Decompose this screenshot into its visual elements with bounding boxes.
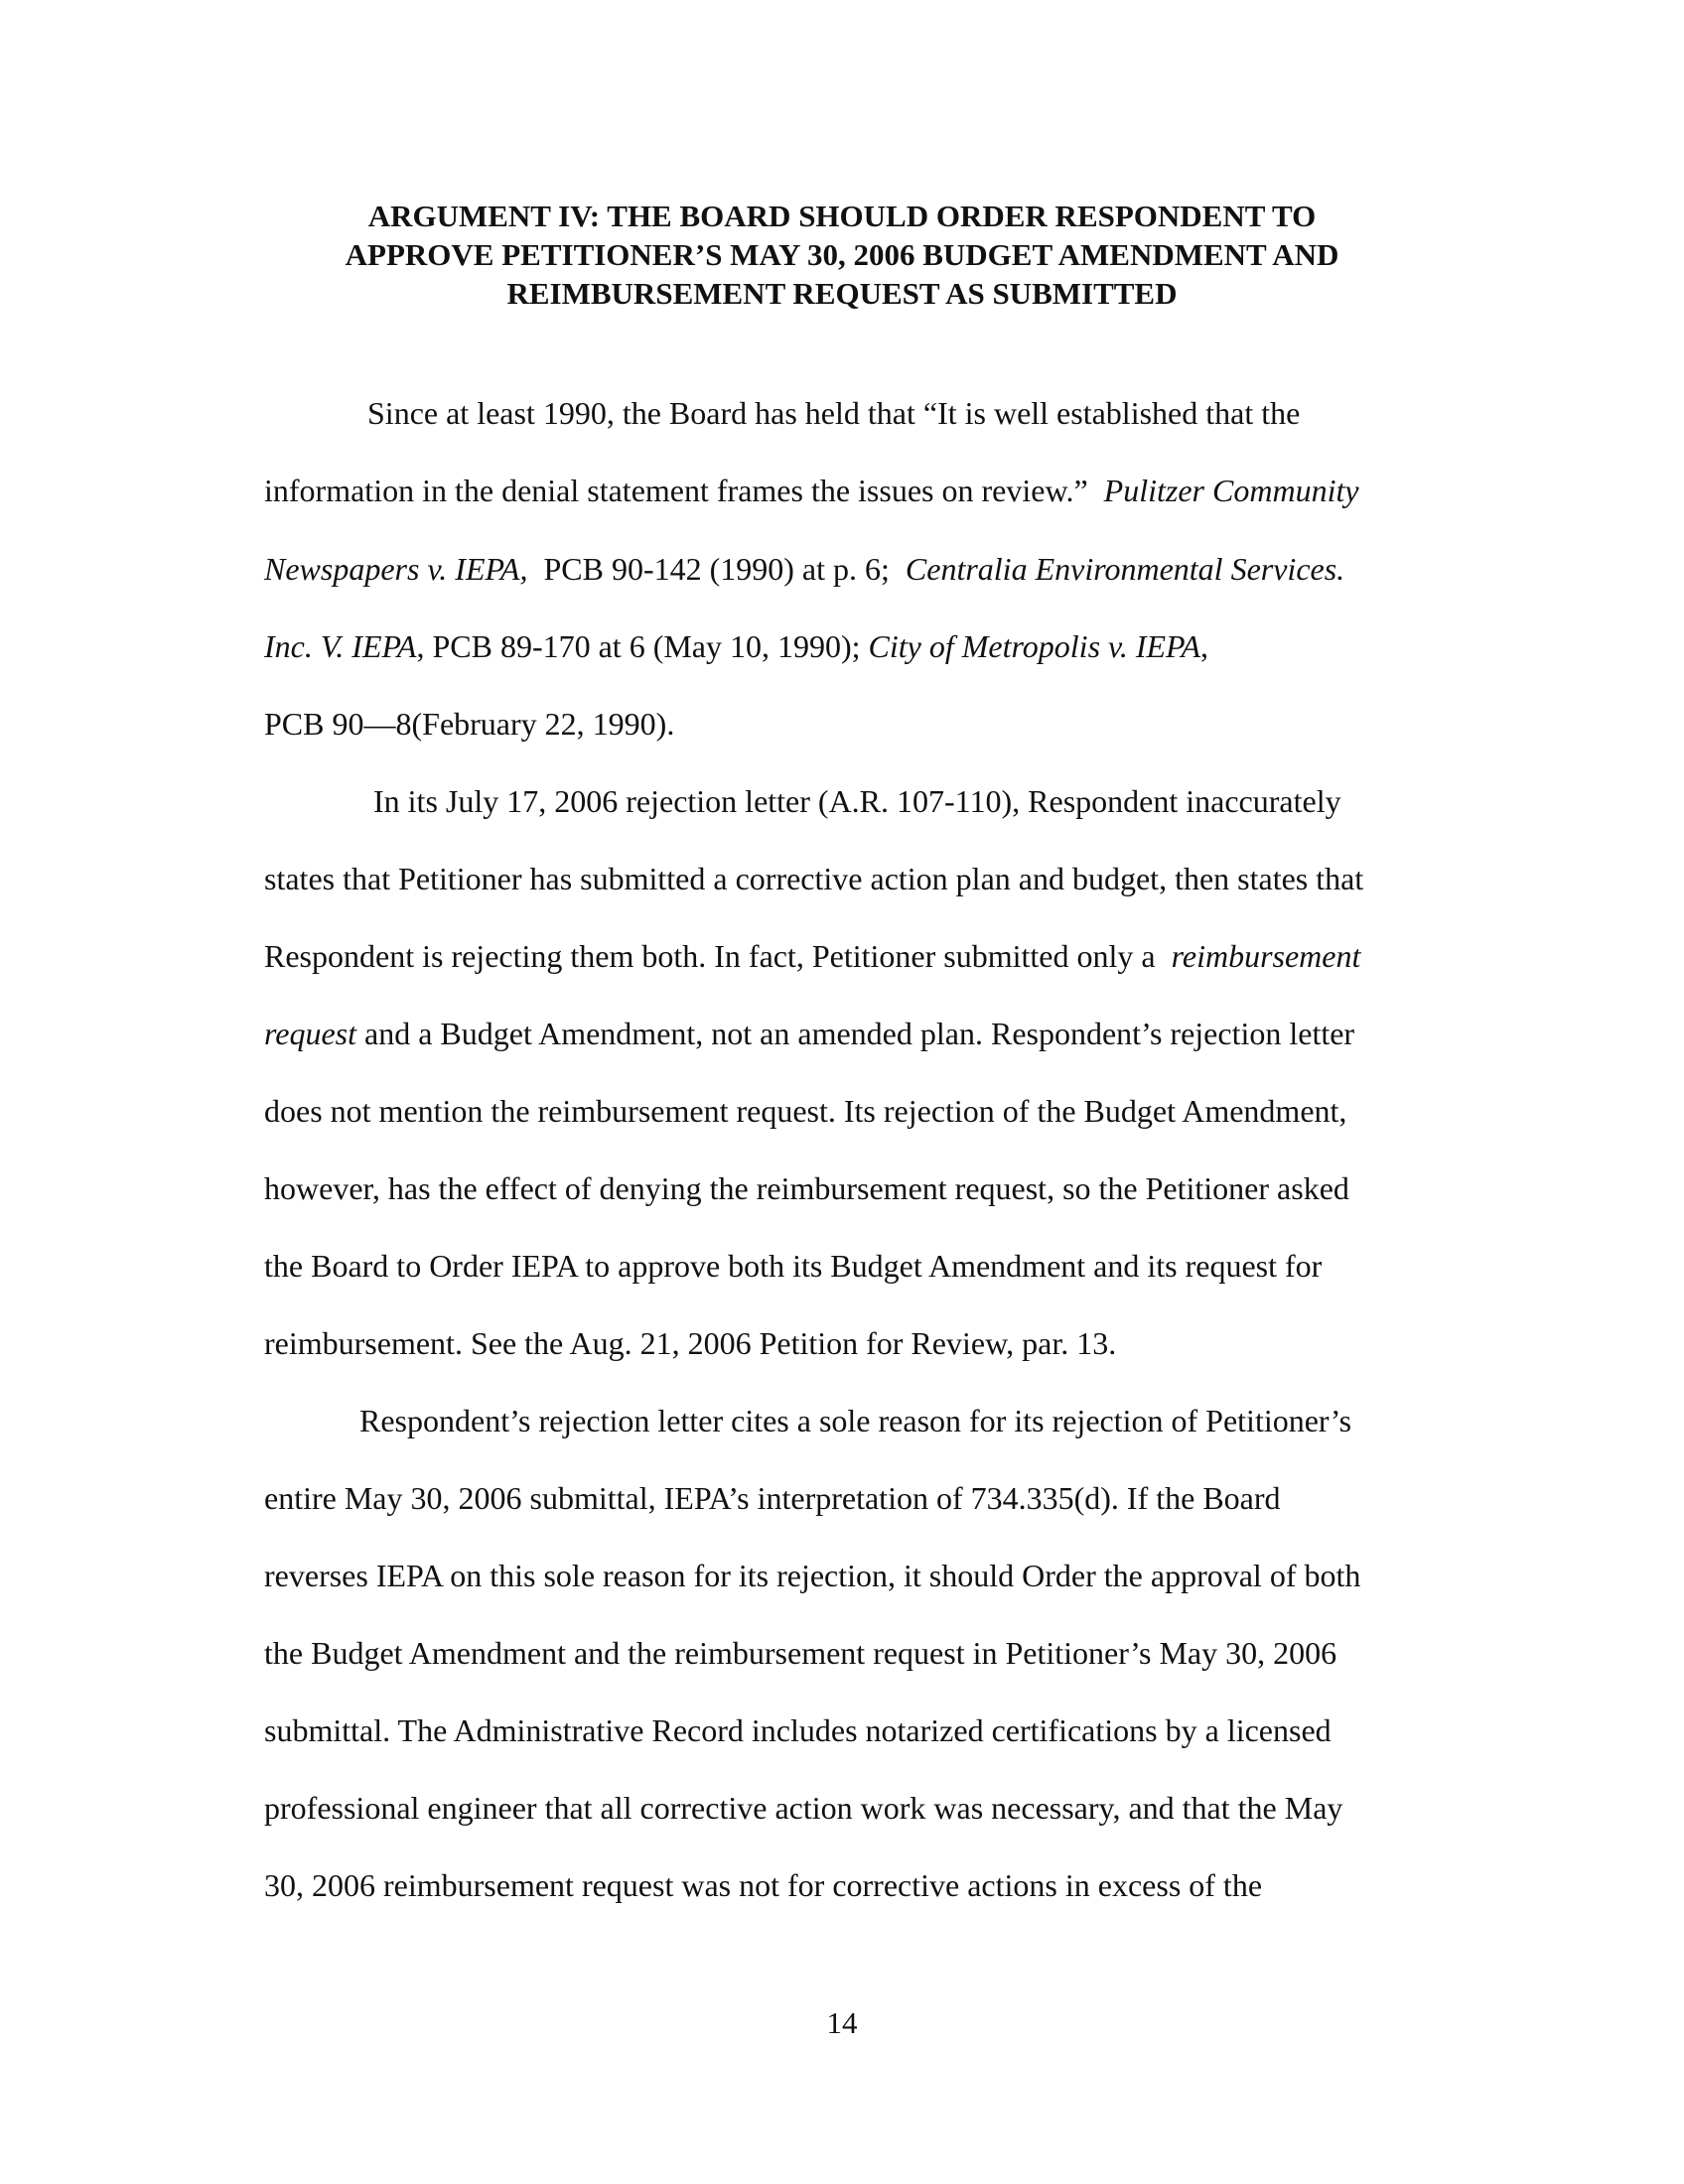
text-line bbox=[264, 626, 1208, 666]
text-span: PCB 90-142 (1990) at p. 6; bbox=[543, 551, 890, 587]
text-span: , bbox=[1200, 628, 1209, 664]
text-line: the Budget Amendment and the reimbursement request in Petitioner’s May 30, 2006 bbox=[264, 1635, 1337, 1671]
text-line: does not mention the reimbursement request. Its rejection of the Budget Amendment, bbox=[264, 1093, 1347, 1129]
text-span: Respondent is rejecting them both. In fact, Petitioner submitted only a bbox=[264, 938, 1156, 974]
text-line: entire May 30, 2006 submittal, IEPA’s interpretation of 734.335(d). If the Board bbox=[264, 1480, 1281, 1516]
page-number: 14 bbox=[826, 2005, 858, 2040]
text-line: reimbursement. See the Aug. 21, 2006 Petition for Review, par. 13. bbox=[264, 1325, 1117, 1361]
case-citation: Pulitzer Community bbox=[1103, 473, 1359, 508]
text-line: the Board to Order IEPA to approve both its Budget Amendment and its request for bbox=[264, 1248, 1323, 1284]
case-citation: Centralia Environmental Services. bbox=[905, 551, 1345, 587]
text-line: Respondent’s rejection letter cites a sole reason for its rejection of Petitioner’s bbox=[359, 1403, 1352, 1438]
text-line: PCB 90—8(February 22, 1990). bbox=[264, 706, 675, 742]
heading-line: APPROVE PETITIONER’S MAY 30, 2006 BUDGET AMENDMENT AND bbox=[345, 237, 1339, 272]
argument-heading bbox=[0, 197, 1684, 313]
text-line: reverses IEPA on this sole reason for its rejection, it should Order the approval of both bbox=[264, 1558, 1361, 1593]
text-line: professional engineer that all corrective action work was necessary, and that the May bbox=[264, 1790, 1343, 1826]
case-citation: City of Metropolis v. IEPA bbox=[868, 628, 1201, 664]
case-citation: Inc. V. IEPA bbox=[264, 628, 417, 664]
text-line: states that Petitioner has submitted a corrective action plan and budget, then states that bbox=[264, 861, 1364, 896]
heading-line: ARGUMENT IV: THE BOARD SHOULD ORDER RESPONDENT TO bbox=[367, 199, 1317, 233]
text-line: however, has the effect of denying the reimbursement request, so the Petitioner asked bbox=[264, 1170, 1349, 1206]
emphasis-text: reimbursement bbox=[1171, 938, 1361, 974]
case-citation: Newspapers v. IEPA, bbox=[264, 551, 528, 587]
text-line: 30, 2006 reimbursement request was not for corrective actions in excess of the bbox=[264, 1867, 1263, 1903]
text-line bbox=[264, 1014, 1354, 1053]
text-span: information in the denial statement frames the issues on review.” bbox=[264, 473, 1088, 508]
text-line: In its July 17, 2006 rejection letter (A.R. 107-110), Respondent inaccurately bbox=[373, 783, 1341, 819]
emphasis-text: request bbox=[264, 1016, 357, 1051]
text-span: , PCB 89-170 at 6 (May 10, 1990); bbox=[416, 628, 861, 664]
text-line: Since at least 1990, the Board has held that “It is well established that the bbox=[367, 395, 1301, 431]
text-span: and a Budget Amendment, not an amended plan. Respondent’s rejection letter bbox=[364, 1016, 1355, 1051]
text-line: submittal. The Administrative Record includes notarized certifications by a licensed bbox=[264, 1712, 1332, 1748]
text-line bbox=[264, 936, 1360, 976]
heading-line: REIMBURSEMENT REQUEST AS SUBMITTED bbox=[506, 276, 1178, 311]
text-line bbox=[264, 549, 1344, 589]
text-line bbox=[264, 471, 1359, 510]
